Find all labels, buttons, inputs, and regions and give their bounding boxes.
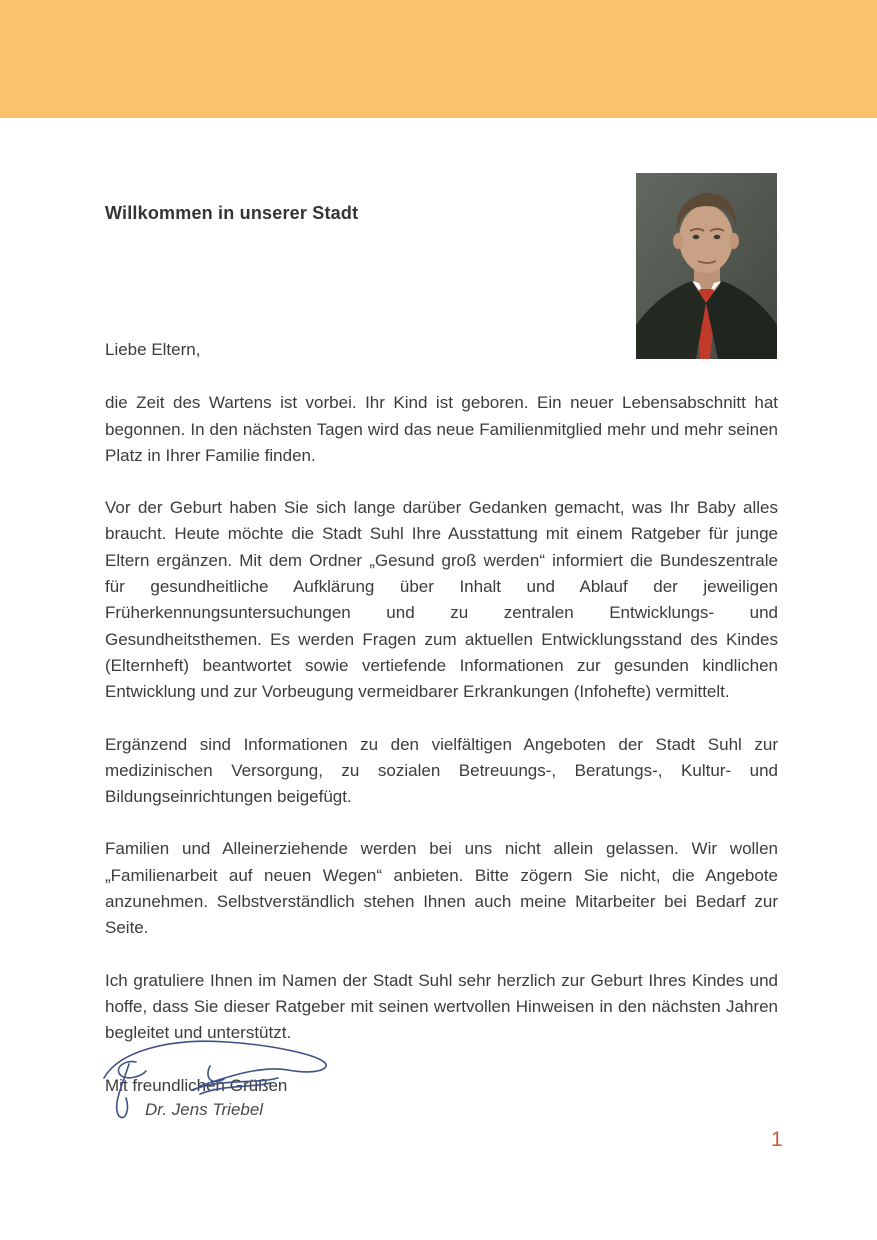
letter-body (105, 337, 778, 1099)
signatory-name: Dr. Jens Triebel (145, 1100, 264, 1119)
page-title: Willkommen in unserer Stadt (105, 203, 359, 223)
eye-left (693, 235, 700, 239)
paragraph-3: Ergänzend sind Informationen zu den vielfältigen Angeboten der Stadt Suhl zur medizinischen Versorgung, zu sozialen Betreuungs-, Beratungs-, Kultur- und Bildungseinrichtungen beigefügt. (105, 734, 778, 807)
closing-salutation: Mit freundlichen Grüßen (105, 1075, 288, 1095)
salutation: Liebe Eltern, (105, 340, 201, 359)
portrait-photo (636, 173, 777, 359)
paragraph-2: Vor der Geburt haben Sie sich lange darüber Gedanken gemacht, was Ihr Baby alles braucht. Heute möchte die Stadt Suhl Ihre Ausstattung mit einem Ratgeber für junge Eltern ergänzen. Mit dem Ordner „Gesund groß werden“ informiert die Bundeszentrale für gesundheitliche Aufklärung über Inhalt und Ablauf der jeweiligen Früherkennungsuntersuchungen und zu zentralen Entwicklungs- und Gesundheitsthemen. Es werden Fragen zum aktuellen Entwicklungsstand des Kindes (Elternheft) beantwortet sowie vertiefende Informationen zur gesunden kindlichen Entwicklung und zur Vorbeugung vermeidbarer Erkrankungen (Infohefte) vermittelt. (105, 498, 778, 702)
eye-right (714, 235, 721, 239)
ear-left (673, 233, 683, 249)
paragraph-5: Ich gratuliere Ihnen im Namen der Stadt Suhl sehr herzlich zur Geburt Ihres Kindes und hoffe, dass Sie dieser Ratgeber mit seinen wertvollen Hinweisen in den nächsten Jahren begleitet und unterstützt. (105, 970, 778, 1043)
paragraph-4: Familien und Alleinerziehende werden bei uns nicht allein gelassen. Wir wollen „Familienarbeit auf neuen Wegen“ anbieten. Bitte zögern Sie nicht, die Angebote anzunehmen. Selbstverständlich stehen Ihnen auch meine Mitarbeiter bei Bedarf zur Seite. (105, 839, 778, 938)
signature-block (92, 1028, 352, 1138)
page-number: 1 (771, 1128, 783, 1151)
header-band (0, 0, 877, 118)
ear-right (729, 233, 739, 249)
paragraph-1: die Zeit des Wartens ist vorbei. Ihr Kind ist geboren. Ein neuer Lebensabschnitt hat begonnen. In den nächsten Tagen wird das neue Familienmitglied mehr und mehr seinen Platz in Ihrer Familie finden. (105, 393, 778, 465)
